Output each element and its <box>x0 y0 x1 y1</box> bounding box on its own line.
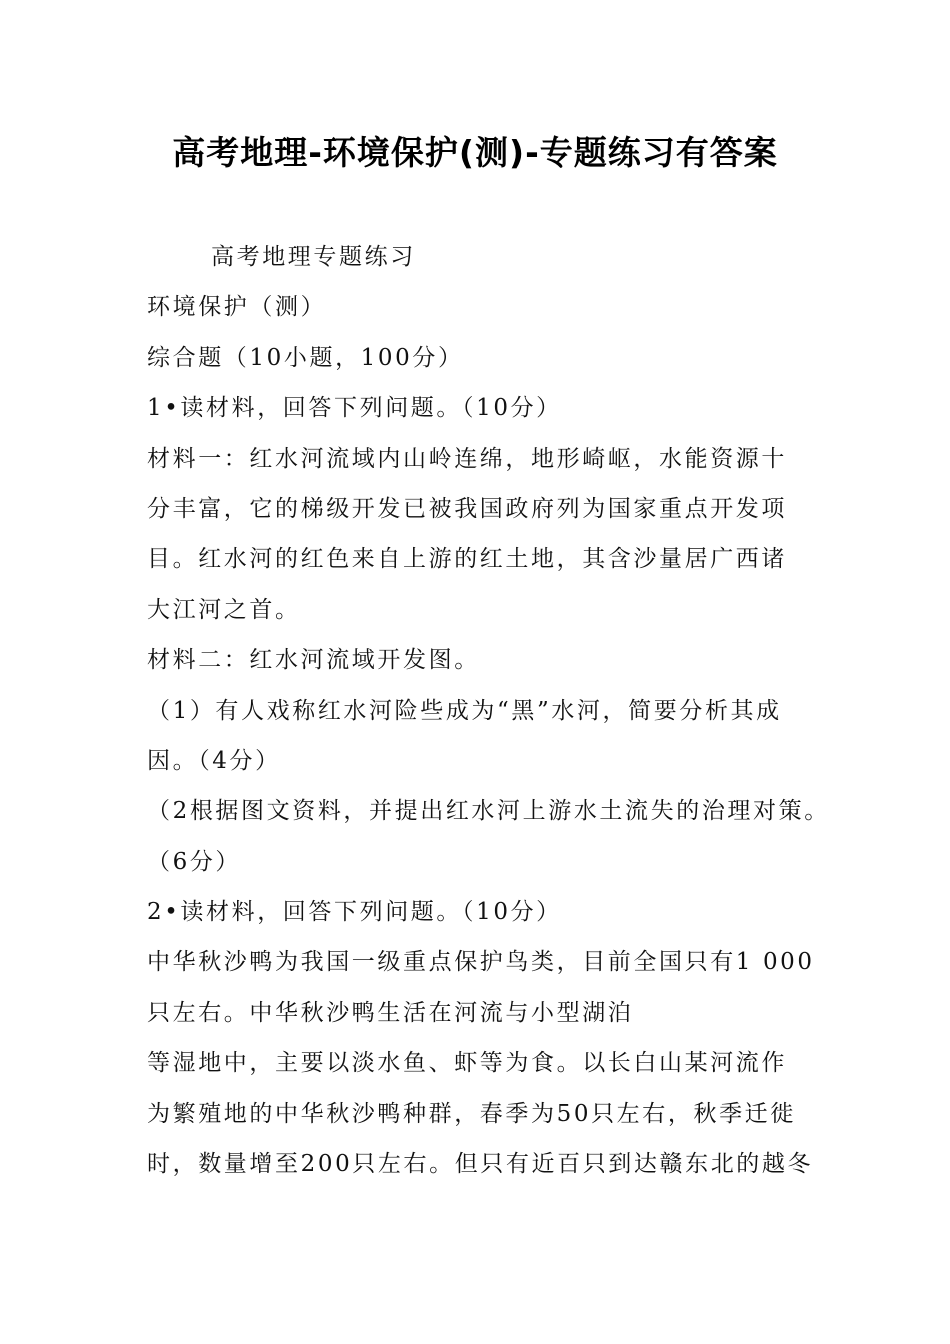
sub-question-line: （2根据图文资料，并提出红水河上游水土流失的治理对策。 <box>147 798 830 825</box>
document-body <box>147 232 830 1189</box>
question-1-heading: 1•读材料，回答下列问题。（10分） <box>147 395 562 422</box>
subtitle-line: 高考地理专题练习 <box>211 244 416 270</box>
section-line: 环境保护（测） <box>147 294 327 321</box>
paragraph-line: 分丰富，它的梯级开发已被我国政府列为国家重点开发项 <box>147 495 787 522</box>
paragraph-line: 大江河之首。 <box>147 596 301 623</box>
section-info-line: 综合题（10小题，100分） <box>147 344 464 371</box>
paragraph-line: 为繁殖地的中华秋沙鸭种群，春季为50只左右，秋季迁徙 <box>147 1100 796 1127</box>
paragraph-line: 材料一：红水河流域内山岭连绵，地形崎岖，水能资源十 <box>147 445 787 472</box>
document-title: 高考地理-环境保护(测)-专题练习有答案 <box>172 133 778 172</box>
paragraph-line: 目。红水河的红色来自上游的红土地，其含沙量居广西诸 <box>147 546 787 573</box>
sub-question-line: （6分） <box>147 848 242 875</box>
paragraph-line: 等湿地中，主要以淡水鱼、虾等为食。以长白山某河流作 <box>147 1050 787 1077</box>
paragraph-line: 只左右。中华秋沙鸭生活在河流与小型湖泊 <box>147 999 634 1026</box>
paragraph-line: 中华秋沙鸭为我国一级重点保护鸟类，目前全国只有1 000 <box>147 949 815 976</box>
paragraph-line: 时，数量增至200只左右。但只有近百只到达赣东北的越冬 <box>147 1151 814 1178</box>
question-2-heading: 2•读材料，回答下列问题。（10分） <box>147 899 562 926</box>
sub-question-line: 因。（4分） <box>147 747 281 774</box>
paragraph-line: 材料二：红水河流域开发图。 <box>147 647 480 674</box>
sub-question-line: （1）有人戏称红水河险些成为“黑”水河，简要分析其成 <box>147 697 782 724</box>
